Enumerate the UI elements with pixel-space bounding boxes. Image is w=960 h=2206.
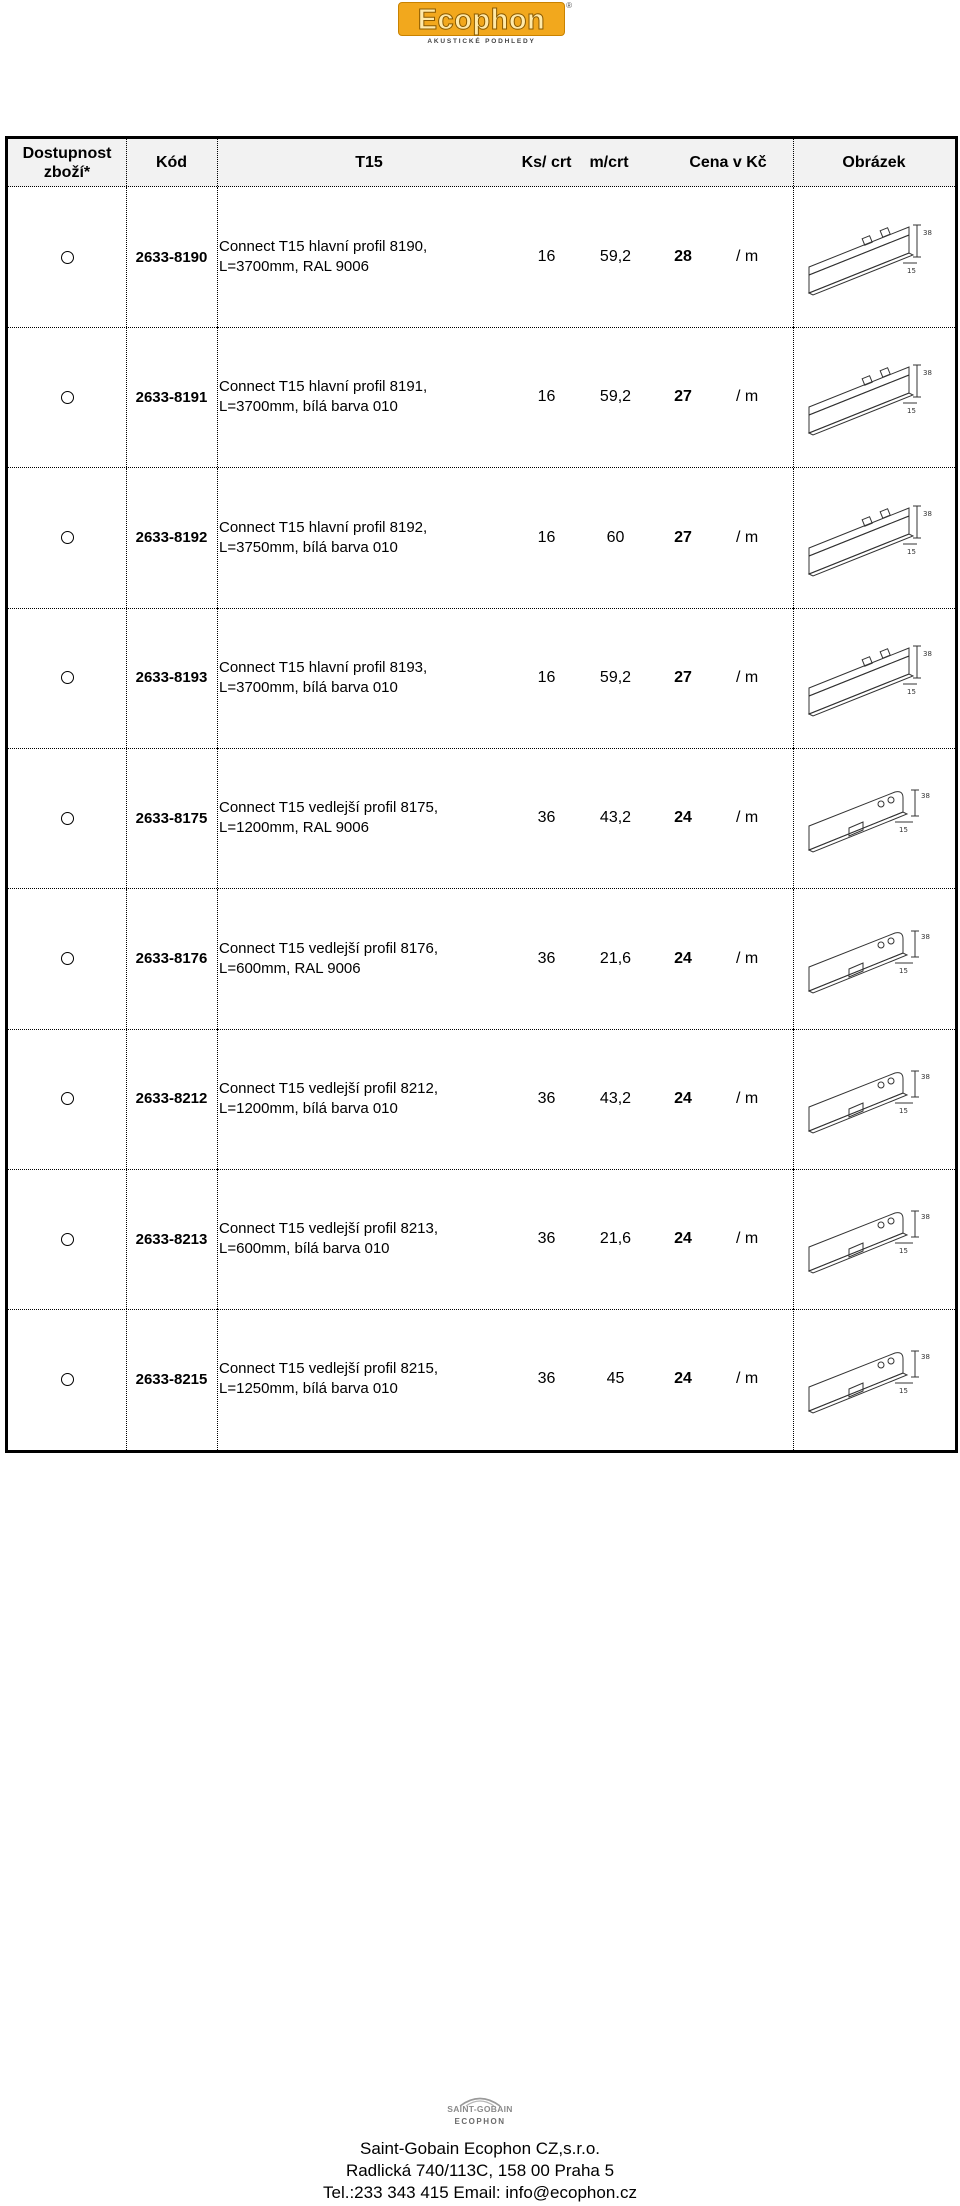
svg-text:38: 38 <box>921 1072 930 1081</box>
availability-cell <box>8 187 126 327</box>
registered-mark: ® <box>566 1 572 10</box>
description-line2: L=600mm, bílá barva 010 <box>219 1240 390 1258</box>
product-image <box>793 187 955 327</box>
circle-icon <box>61 391 74 404</box>
svg-text:15: 15 <box>907 547 916 556</box>
price-value: 24 <box>674 949 692 967</box>
product-description <box>217 187 519 327</box>
description-line1: Connect T15 vedlejší profil 8175, <box>219 799 439 817</box>
svg-text:38: 38 <box>921 792 930 801</box>
table-row <box>8 1169 955 1310</box>
description-line1: Connect T15 hlavní profil 8193, <box>219 658 428 676</box>
product-description <box>217 468 519 608</box>
meters-per-carton: 45 <box>606 1370 625 1388</box>
profile-drawing-icon <box>799 1049 949 1149</box>
availability-cell <box>8 468 126 608</box>
description-line1: Connect T15 hlavní profil 8191, <box>219 378 428 396</box>
ecophon-logo <box>398 1 572 46</box>
circle-icon <box>61 1092 74 1105</box>
svg-text:38: 38 <box>923 229 932 237</box>
product-code: 2633-8176 <box>135 950 208 967</box>
description-line1: Connect T15 vedlejší profil 8213, <box>219 1220 439 1238</box>
table-row <box>8 889 955 1030</box>
price-table <box>5 136 958 1453</box>
meters-per-carton: 60 <box>606 528 625 546</box>
svg-text:15: 15 <box>899 826 908 835</box>
profile-drawing-icon <box>799 628 949 728</box>
svg-text:38: 38 <box>923 369 932 378</box>
price-value: 24 <box>674 1230 692 1248</box>
product-code: 2633-8192 <box>135 529 208 547</box>
product-code: 2633-8213 <box>135 1230 208 1248</box>
table-body <box>8 187 955 1450</box>
description-line2: L=3700mm, RAL 9006 <box>219 258 369 275</box>
product-description <box>217 1169 519 1309</box>
page-header <box>0 0 960 52</box>
svg-text:15: 15 <box>907 407 916 416</box>
price-unit: / m <box>736 528 759 546</box>
footer-company: Saint-Gobain Ecophon CZ,s.r.o. <box>359 2139 601 2158</box>
circle-icon <box>61 952 74 965</box>
pieces-per-carton: 36 <box>537 1089 556 1107</box>
price-unit: / m <box>736 949 759 967</box>
header-price: Cena v Kč <box>689 153 767 171</box>
header-availability-line1: Dostupnost <box>22 144 112 162</box>
meters-per-carton: 59,2 <box>599 668 632 686</box>
svg-text:38: 38 <box>923 649 932 658</box>
profile-drawing-icon <box>799 1189 949 1289</box>
svg-text:38: 38 <box>921 932 930 941</box>
description-line2: L=1200mm, bílá barva 010 <box>219 1099 398 1117</box>
product-code: 2633-8175 <box>135 809 208 827</box>
product-image <box>793 327 955 467</box>
saint-gobain-logo-text: SAINT-GOBAIN <box>447 2104 513 2114</box>
product-image <box>793 748 955 888</box>
table-row <box>8 608 955 749</box>
pieces-per-carton: 36 <box>537 1230 556 1248</box>
table-row <box>8 1309 955 1450</box>
svg-text:15: 15 <box>899 1247 908 1256</box>
svg-text:38: 38 <box>921 1353 930 1362</box>
availability-cell <box>8 1309 126 1449</box>
circle-icon <box>61 531 74 544</box>
profile-drawing-icon <box>799 1329 949 1429</box>
price-value: 27 <box>674 528 692 546</box>
product-image <box>793 1029 955 1169</box>
meters-per-carton: 21,6 <box>599 949 632 967</box>
profile-drawing-icon <box>799 207 949 307</box>
price-unit: / m <box>736 388 759 406</box>
svg-text:38: 38 <box>921 1213 930 1222</box>
description-line1: Connect T15 vedlejší profil 8215, <box>219 1360 439 1378</box>
table-row <box>8 748 955 889</box>
profile-drawing-icon <box>799 909 949 1009</box>
product-description <box>217 889 519 1029</box>
meters-per-carton: 43,2 <box>599 809 632 827</box>
pieces-per-carton: 16 <box>537 248 556 265</box>
product-image <box>793 1309 955 1449</box>
price-value: 24 <box>674 809 692 827</box>
meters-per-carton: 43,2 <box>599 1089 632 1107</box>
header-availability <box>8 139 126 186</box>
description-line2: L=600mm, RAL 9006 <box>219 959 361 977</box>
table-row <box>8 327 955 468</box>
price-unit: / m <box>736 248 759 265</box>
meters-per-carton: 21,6 <box>599 1230 632 1248</box>
product-image <box>793 1169 955 1309</box>
svg-text:15: 15 <box>899 966 908 975</box>
svg-text:15: 15 <box>907 687 916 696</box>
price-unit: / m <box>736 1230 759 1248</box>
table-row <box>8 468 955 609</box>
footer-address: Radlická 740/113C, 158 00 Praha 5 <box>345 2161 615 2180</box>
profile-drawing-icon <box>799 768 949 868</box>
page-footer <box>0 2095 960 2206</box>
availability-cell <box>8 1029 126 1169</box>
ecophon-logo-subtext: ECOPHON <box>454 2117 506 2126</box>
price-unit: / m <box>736 1089 759 1107</box>
logo-wordmark <box>398 1 572 36</box>
description-line1: Connect T15 vedlejší profil 8176, <box>219 939 439 957</box>
header-image: Obrázek <box>842 153 906 171</box>
header-availability-line2: zboží* <box>43 163 91 181</box>
product-image <box>793 608 955 748</box>
footer-contact: Tel.:233 343 415 Email: info@ecophon.cz <box>322 2183 637 2202</box>
product-image <box>793 889 955 1029</box>
svg-text:15: 15 <box>899 1387 908 1396</box>
price-value: 24 <box>674 1089 692 1107</box>
description-line2: L=1200mm, RAL 9006 <box>219 819 369 837</box>
product-code: 2633-8190 <box>135 248 208 266</box>
profile-drawing-icon <box>799 347 949 447</box>
product-code: 2633-8212 <box>135 1090 208 1108</box>
description-line2: L=3700mm, bílá barva 010 <box>219 398 398 416</box>
price-unit: / m <box>736 1370 759 1388</box>
product-code: 2633-8191 <box>135 388 208 406</box>
price-value: 24 <box>674 1370 692 1388</box>
circle-icon <box>61 812 74 825</box>
circle-icon <box>61 251 74 264</box>
description-line1: Connect T15 hlavní profil 8192, <box>219 518 428 536</box>
svg-text:38: 38 <box>923 509 932 518</box>
pieces-per-carton: 36 <box>537 809 556 827</box>
pieces-per-carton: 36 <box>537 1370 556 1388</box>
product-code: 2633-8193 <box>135 669 208 687</box>
table-row <box>8 1029 955 1170</box>
circle-icon <box>61 1233 74 1246</box>
description-line2: L=3700mm, bílá barva 010 <box>219 678 398 696</box>
product-description <box>217 327 519 467</box>
product-description <box>217 1309 519 1449</box>
header-code: Kód <box>155 153 188 171</box>
product-code: 2633-8215 <box>135 1370 208 1388</box>
product-description <box>217 608 519 748</box>
description-line1: Connect T15 hlavní profil 8190, <box>219 238 428 255</box>
logo-text: Ecophon <box>417 4 546 36</box>
pieces-per-carton: 36 <box>537 949 556 967</box>
meters-per-carton: 59,2 <box>599 248 632 265</box>
description-line2: L=1250mm, bílá barva 010 <box>219 1380 398 1398</box>
header-product: T15 <box>355 153 383 171</box>
table-row <box>8 187 955 328</box>
product-description <box>217 748 519 888</box>
description-line1: Connect T15 vedlejší profil 8212, <box>219 1079 439 1097</box>
price-value: 28 <box>674 248 692 265</box>
meters-per-carton: 59,2 <box>599 388 632 406</box>
availability-cell <box>8 748 126 888</box>
availability-cell <box>8 1169 126 1309</box>
description-line2: L=3750mm, bílá barva 010 <box>219 538 398 556</box>
price-value: 27 <box>674 668 692 686</box>
saint-gobain-logo <box>432 2095 528 2133</box>
header-ks-crt: Ks/ crt <box>521 153 572 171</box>
availability-cell <box>8 608 126 748</box>
header-m-crt: m/crt <box>589 153 629 171</box>
circle-icon <box>61 671 74 684</box>
profile-drawing-icon <box>799 488 949 588</box>
price-value: 27 <box>674 388 692 406</box>
product-image <box>793 468 955 608</box>
product-description <box>217 1029 519 1169</box>
pieces-per-carton: 16 <box>537 668 556 686</box>
table-header <box>8 139 955 187</box>
availability-cell <box>8 327 126 467</box>
availability-cell <box>8 889 126 1029</box>
pieces-per-carton: 16 <box>537 528 556 546</box>
pieces-per-carton: 16 <box>537 388 556 406</box>
svg-text:15: 15 <box>899 1106 908 1115</box>
logo-tagline: AKUSTICKÉ PODHLEDY <box>427 38 536 45</box>
svg-text:15: 15 <box>907 267 916 275</box>
circle-icon <box>61 1373 74 1386</box>
price-unit: / m <box>736 668 759 686</box>
price-unit: / m <box>736 809 759 827</box>
